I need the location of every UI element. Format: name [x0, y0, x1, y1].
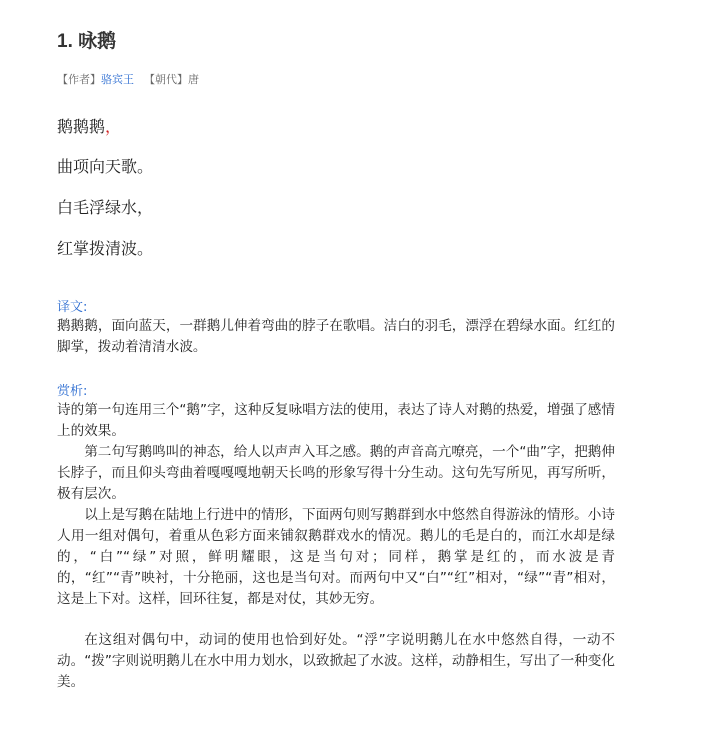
appreciation-label: 赏析: [57, 384, 88, 399]
author-link[interactable]: 骆宾王 [101, 73, 134, 86]
poem-line-1-text: 鹅鹅鹅 [57, 117, 106, 136]
appreciation-paragraph-2: 第二句写鹅鸣叫的神态，给人以声声入耳之感。鹅的声音高亢嘹亮，一个“曲”字，把鹅伸长脖子，而且仰头弯曲着嘎嘎嘎地朝天长鸣的形象写得十分生动。这句先写所见，再写所听，极有层次。 [57, 444, 615, 502]
article-meta [57, 71, 199, 87]
author-label: 【作者】 [57, 73, 101, 86]
appreciation-paragraph-4: 在这组对偶句中，动词的使用也恰到好处。“浮”字说明鹅儿在水中悠然自得，一动不动。“拨”字则说明鹅儿在水中用力划水，以致掀起了水波。这样，动静相生，写出了一种变化美。 [57, 632, 615, 690]
poem-line-4: 红掌拨清波。 [57, 239, 154, 258]
translation-text: 鹅鹅鹅，面向蓝天，一群鹅儿伸着弯曲的脖子在歌唱。洁白的羽毛，漂浮在碧绿水面。红红的脚掌，拨动着清清水波。 [57, 318, 615, 355]
appreciation-paragraph-3: 以上是写鹅在陆地上行进中的情形，下面两句则写鹅群到水中悠然自得游泳的情形。小诗人用一组对偶句，着重从色彩方面来铺叙鹅群戏水的情况。鹅儿的毛是白的，而江水却是绿的，“白”“绿”对照，鲜明耀眼，这是当句对；同样，鹅掌是红的，而水波是青的，“红”“青”映衬，十分艳丽，这也是当句对。而两句中又“白”“红”相对，“绿”“青”相对，这是上下对。这样，回环往复，都是对仗，其妙无穷。 [57, 507, 615, 607]
poem-line-2: 曲项向天歌。 [57, 157, 154, 176]
article-title: 1. 咏鹅 [57, 31, 117, 52]
dynasty-label: 【朝代】 [144, 73, 188, 86]
translation-label: 译文: [57, 300, 88, 315]
poem-line-3: 白毛浮绿水， [57, 198, 154, 217]
poem-line-1-punct: ， [105, 117, 122, 136]
poem-line-1 [57, 114, 121, 137]
dynasty-value: 唐 [188, 73, 199, 86]
appreciation-paragraph-1: 诗的第一句连用三个“鹅”字，这种反复咏唱方法的使用，表达了诗人对鹅的热爱，增强了感情上的效果。 [57, 402, 615, 439]
